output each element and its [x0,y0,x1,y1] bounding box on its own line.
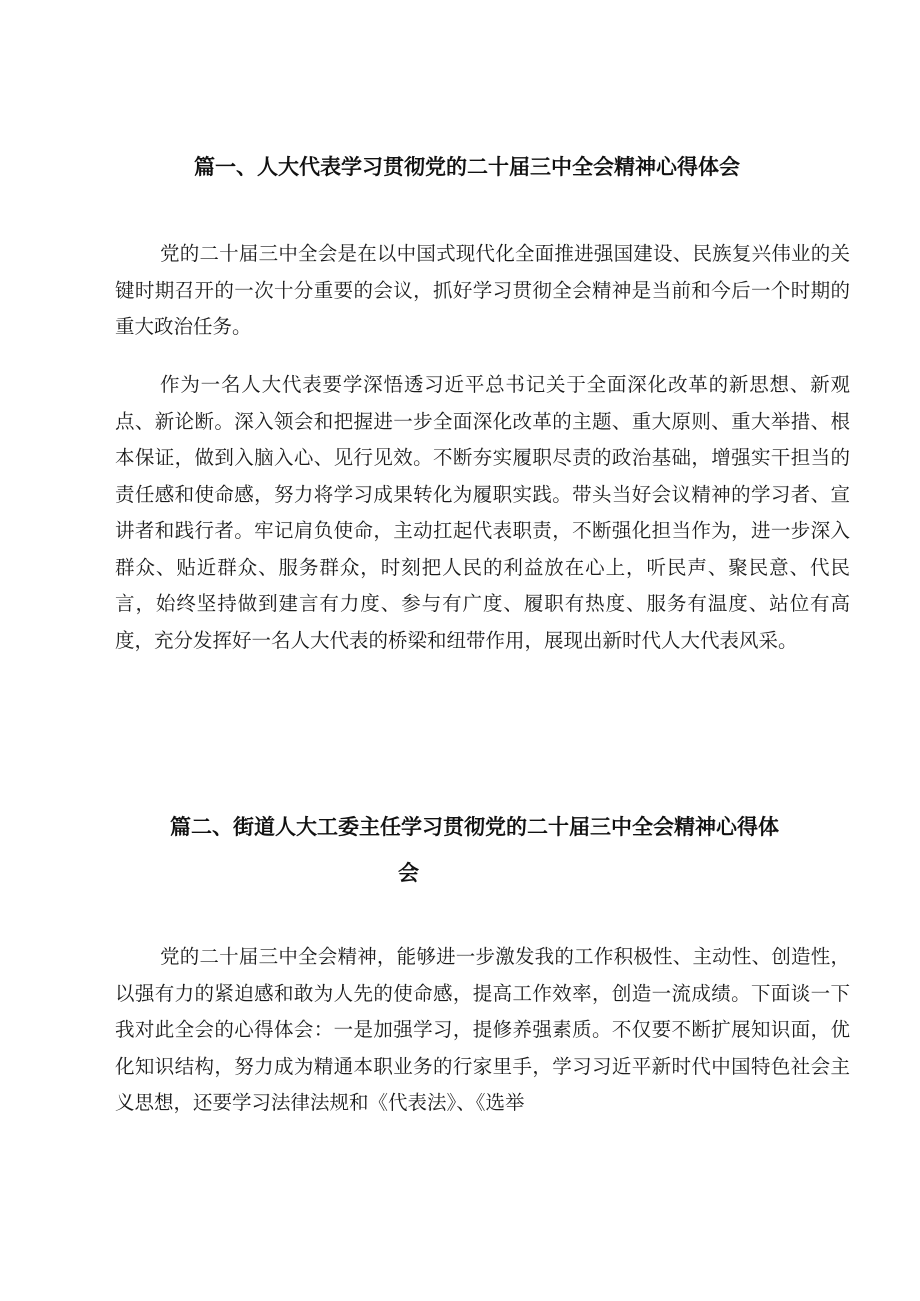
section2-title-line1: 篇二、街道人大工委主任学习贯彻党的二十届三中全会精神心得体 [170,815,779,839]
section2-paragraph-1: 党的二十届三中全会精神，能够进一步激发我的工作积极性、主动性、创造性，以强有力的紧迫感和敢为人先的使命感，提高工作效率，创造一流成绩。下面谈一下我对此全会的心得体会：一是加强学习，提修养强素质。不仅要不断扩展知识面，优化知识结构，努力成为精通本职业务的行家里手，学习习近平新时代中国特色社会主义思想，还要学习法律法规和《代表法》、《选举 [115,945,850,1114]
section1-paragraph-1: 党的二十届三中全会是在以中国式现代化全面推进强国建设、民族复兴伟业的关键时期召开的一次十分重要的会议，抓好学习贯彻全会精神是当前和今后一个时期的重大政治任务。 [115,242,850,338]
section1-title: 篇一、人大代表学习贯彻党的二十届三中全会精神心得体会 [194,155,740,179]
section2-title-line2: 会 [398,861,419,885]
section2-title [170,804,850,896]
section1-paragraph-2: 作为一名人大代表要学深悟透习近平总书记关于全面深化改革的新思想、新观点、新论断。深入领会和把握进一步全面深化改革的主题、重大原则、重大举措、根本保证，做到入脑入心、见行见效。不断夯实履职尽责的政治基础，增强实干担当的责任感和使命感，努力将学习成果转化为履职实践。带头当好会议精神的学习者、宣讲者和践行者。牢记肩负使命，主动扛起代表职责，不断强化担当作为，进一步深入群众、贴近群众、服务群众，时刻把人民的利益放在心上，听民声、聚民意、代民言，始终坚持做到建言有力度、参与有广度、履职有热度、服务有温度、站位有高度，充分发挥好一名人大代表的桥梁和纽带作用，展现出新时代人大代表风采。 [115,373,850,652]
